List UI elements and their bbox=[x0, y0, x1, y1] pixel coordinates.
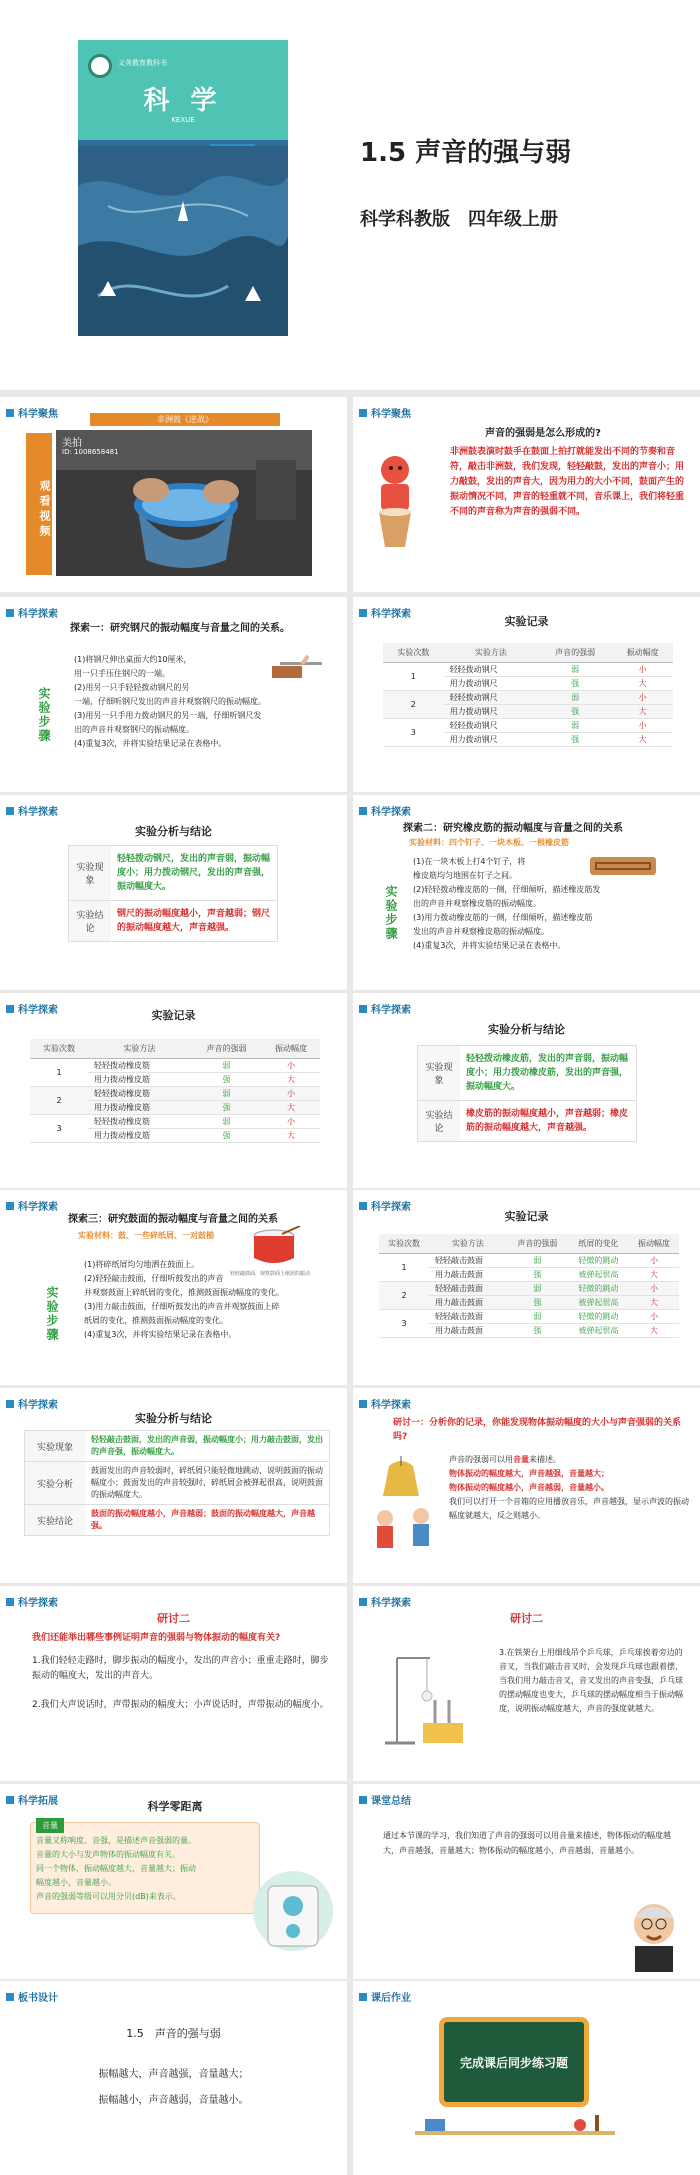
conclusion-table bbox=[68, 845, 278, 942]
conclusion-row: 实验结论 钢尺的振动幅度越小，声音越弱；钢尺的振动幅度越大，声音越强。 bbox=[69, 901, 277, 941]
speaker-illustration bbox=[248, 1866, 338, 1966]
header-text: 科学探索 bbox=[18, 1005, 58, 1016]
step-line: (3)用另一只手用力拨动钢尺的另一端，仔细听钢尺发 bbox=[74, 711, 262, 720]
slide-header bbox=[359, 1396, 411, 1411]
slide-header bbox=[359, 1989, 411, 2004]
conclusion-row: 实验结论 橡皮筋的振动幅度越小，声音越弱；橡皮筋的振动幅度越大，声音越强。 bbox=[418, 1101, 636, 1141]
drum-caption: 轻轻敲鼓面，观察鼓面上纸屑的振动 bbox=[230, 1271, 311, 1277]
slide-record-3 bbox=[353, 1190, 700, 1385]
table-row: 3 轻轻敲击鼓面 弱 轻微的跳动 小 bbox=[379, 1310, 679, 1324]
step-line: (1)将钢尺伸出桌面大约10厘米， bbox=[74, 655, 192, 664]
header-text: 科学聚焦 bbox=[371, 409, 411, 420]
materials: 实验材料：鼓、一些碎纸屑、一对鼓槌 bbox=[78, 1231, 214, 1240]
slide-header bbox=[359, 803, 411, 818]
board-title: 1.5 声音的强与弱 bbox=[126, 2027, 221, 2040]
header-marker bbox=[6, 409, 14, 417]
table-row: 3 轻轻拨动橡皮筋 弱 小 bbox=[30, 1115, 320, 1129]
side-label: 观看视频 bbox=[38, 480, 51, 540]
table-row: 用力拨动橡皮筋 强 大 bbox=[30, 1129, 320, 1143]
slide-header bbox=[6, 1594, 58, 1609]
slide-exploration-3 bbox=[0, 1190, 347, 1385]
table-row: 用力敲击鼓面 强 被弹起很高 大 bbox=[379, 1268, 679, 1282]
steps-label: 实验步骤 bbox=[37, 687, 51, 743]
exploration-steps: (1)将碎纸屑均匀地洒在鼓面上。 (2)轻轻敲击鼓面，仔细听鼓发出的声音 并观察鼓面上碎纸屑的变化，推测鼓面振动幅度的变化。 (3)用力敲击鼓面，仔细听鼓发出的声音并观察鼓面上碎 纸屑的变化，推测鼓面振动幅度的变化。 (4)重复3次，并将实验结果记录在表格中。 bbox=[84, 1260, 284, 1339]
header-marker bbox=[359, 1005, 367, 1013]
record-table bbox=[383, 643, 673, 747]
table-row: 用力拨动橡皮筋 强 大 bbox=[30, 1073, 320, 1087]
col-header: 实验次数 bbox=[383, 643, 444, 663]
slide-discussion-1 bbox=[353, 1388, 700, 1583]
drummer-illustration bbox=[367, 452, 423, 552]
exploration-steps: (1)在一块木板上打4个钉子，将 橡皮筋均匀地围在钉子之间。 (2)轻轻拨动橡皮筋的一侧，仔细倾听，描述橡皮筋发 出的声音并观察橡皮筋的振动幅度。 (3)用力拨动橡皮筋的一侧，仔细倾听，描述橡皮筋 发出的声音并观察橡皮筋的振动幅度。 (4)重复3次，并将实验结果记录在表格中。 bbox=[413, 857, 601, 950]
conclusion-row: 实验现象 轻轻敲击鼓面，发出的声音弱，振动幅度小；用力敲击鼓面，发出的声音强，振动幅度大。 bbox=[25, 1431, 329, 1462]
slide-header bbox=[6, 1989, 58, 2004]
materials: 实验材料：四个钉子、一块木板、一根橡皮筋 bbox=[409, 838, 569, 847]
bell-kids-illustration bbox=[367, 1456, 437, 1556]
edition-label: 科学科教版 四年级上册 bbox=[360, 209, 558, 230]
header-text: 科学探索 bbox=[18, 1598, 58, 1609]
board-line-2: 振幅越小，声音越弱，音量越小。 bbox=[98, 2095, 249, 2106]
header-text: 科学探索 bbox=[371, 807, 411, 818]
slide-header bbox=[359, 1594, 411, 1609]
slide-cover bbox=[0, 0, 700, 390]
book-cover bbox=[78, 40, 288, 336]
volume-info: 音量又称响度、音强，是描述声音强弱的量。 音量的大小与发声物体的振动幅度有关。 同一个物体，振动幅度越大，音量越大；振动 幅度越小，音量越小。 声音的强弱等级可以用分贝(dB)来表示。 bbox=[36, 1836, 196, 1901]
slide-title: 实验分析与结论 bbox=[135, 1412, 212, 1425]
slide-discussion-3 bbox=[353, 1586, 700, 1781]
chalkboard bbox=[439, 2017, 589, 2107]
header-marker bbox=[6, 1202, 14, 1210]
col-header: 振动幅度 bbox=[612, 643, 673, 663]
header-marker bbox=[359, 1598, 367, 1606]
table-row: 用力拨动钢尺 强 大 bbox=[383, 705, 673, 719]
header-marker bbox=[359, 807, 367, 815]
exploration-title: 探索二：研究橡皮筋的振动幅度与音量之间的关系 bbox=[403, 823, 623, 834]
header-marker bbox=[6, 1993, 14, 2001]
slide-header bbox=[6, 405, 58, 420]
professor-illustration bbox=[619, 1892, 689, 1972]
slide-title: 实验分析与结论 bbox=[135, 825, 212, 838]
table-row: 2 轻轻拨动钢尺 弱 小 bbox=[383, 691, 673, 705]
slide-title: 实验记录 bbox=[151, 1009, 196, 1022]
slide-header bbox=[6, 605, 58, 620]
slide-analysis-3 bbox=[0, 1388, 347, 1583]
header-text: 科学拓展 bbox=[18, 1796, 58, 1807]
slide-extension bbox=[0, 1784, 347, 1979]
table-row: 1 轻轻敲击鼓面 弱 轻微的跳动 小 bbox=[379, 1254, 679, 1268]
step-line: 用一只手压住钢尺的一端。 bbox=[74, 669, 170, 678]
step-line: 出的声音并观察钢尺的振动幅度。 bbox=[74, 725, 194, 734]
slide-header bbox=[359, 405, 411, 420]
slide-video bbox=[0, 397, 347, 592]
header-text: 课堂总结 bbox=[371, 1796, 411, 1807]
record-table: 实验次数 实验方法 声音的强弱 振动幅度 1 轻轻拨动橡皮筋 弱 小 用力拨动橡皮筋 强 大 2 轻轻拨动橡皮筋 弱 小 用力拨动橡皮筋 强 大 3 轻轻拨动橡皮筋 弱 小 用力拨动橡皮筋 强 大 bbox=[30, 1039, 320, 1143]
header-marker bbox=[359, 1400, 367, 1408]
book-series: 义务教育教科书 bbox=[118, 59, 167, 67]
tuning-fork-illustration bbox=[375, 1648, 475, 1748]
board-line-1: 振幅越大，声音越强，音量越大； bbox=[98, 2069, 249, 2080]
conclusion-table bbox=[417, 1045, 637, 1142]
video-id: ID: 1008658481 bbox=[62, 448, 119, 456]
slide-focus-question bbox=[353, 397, 700, 592]
conclusion-row: 实验现象 轻轻拨动钢尺，发出的声音弱，振动幅度小；用力拨动钢尺，发出的声音强，振动幅度大。 bbox=[69, 846, 277, 901]
table-row: 1 轻轻拨动橡皮筋 弱 小 bbox=[30, 1059, 320, 1073]
conclusion-row: 实验分析 鼓面发出的声音较弱时，碎纸屑只能轻微地跳动，说明鼓面的振动幅度小；鼓面发出的声音较强时，碎纸屑会被弹起很高，说明鼓面的振动幅度大。 bbox=[25, 1462, 329, 1505]
header-text: 科学探索 bbox=[371, 1005, 411, 1016]
table-row: 用力拨动钢尺 强 大 bbox=[383, 733, 673, 747]
header-text: 科学探索 bbox=[18, 1400, 58, 1411]
header-text: 科学探索 bbox=[371, 609, 411, 620]
conclusion-table bbox=[24, 1430, 330, 1536]
table-row: 3 轻轻拨动钢尺 弱 小 bbox=[383, 719, 673, 733]
col-header: 声音的强弱 bbox=[538, 643, 612, 663]
summary-body: 通过本节课的学习，我们知道了声音的强弱可以用音量来描述，物体振动的幅度越大，声音越强，音量越大；物体振动的幅度越小，声音越弱，音量越小。 bbox=[383, 1831, 671, 1855]
desk-objects-illustration bbox=[415, 2113, 615, 2143]
slide-title: 研讨二 bbox=[157, 1612, 190, 1625]
header-text: 科学探索 bbox=[371, 1400, 411, 1411]
video-player[interactable] bbox=[56, 430, 312, 576]
header-marker bbox=[6, 1400, 14, 1408]
slide-record-2 bbox=[0, 993, 347, 1188]
volume-tag: 音量 bbox=[36, 1818, 64, 1833]
focus-body: 非洲鼓表演时鼓手在鼓面上拍打就能发出不同的节奏和音符，敲击非洲鼓，我们发现，轻轻敲鼓，发出的声音小；用力敲鼓，发出的声音大，因为用力的大小不同，鼓面产生的振动情况不同，声音的轻重就不同，音乐课上，我们将轻重不同的声音称为声音的强弱不同。 bbox=[450, 447, 685, 517]
side-label-box bbox=[26, 433, 52, 575]
header-text: 科学探索 bbox=[371, 1598, 411, 1609]
exploration-steps bbox=[74, 653, 344, 751]
book-subtitle: KEXUE bbox=[171, 116, 195, 124]
header-marker bbox=[6, 1796, 14, 1804]
table-row: 1 轻轻拨动钢尺 弱 小 bbox=[383, 663, 673, 677]
slide-homework bbox=[353, 1981, 700, 2175]
slide-title: 实验记录 bbox=[504, 615, 549, 628]
header-marker bbox=[6, 609, 14, 617]
slide-exploration-2 bbox=[353, 795, 700, 990]
table-row: 用力拨动橡皮筋 强 大 bbox=[30, 1101, 320, 1115]
slide-title: 实验记录 bbox=[504, 1210, 549, 1223]
steps-label: 实验步骤 bbox=[45, 1286, 59, 1342]
table-row: 用力拨动钢尺 强 大 bbox=[383, 677, 673, 691]
slide-header bbox=[6, 1198, 58, 1213]
slide-summary bbox=[353, 1784, 700, 1979]
slide-title: 声音的强弱是怎么形成的? bbox=[485, 428, 601, 439]
slide-discussion-2 bbox=[0, 1586, 347, 1781]
slide-analysis-2 bbox=[353, 993, 700, 1188]
slide-header bbox=[6, 803, 58, 818]
header-text: 科学聚焦 bbox=[18, 409, 58, 420]
discussion-body: 声音的强弱可以用音量来描述。 物体振动的幅度越大，声音越强，音量越大； 物体振动的幅度越小，声音越弱，音量越小。 我们可以打开一个音箱的应用播放音乐，声音越强，显示声波的振动幅度就越大，反之则越小。 bbox=[449, 1455, 689, 1520]
header-marker bbox=[6, 807, 14, 815]
exploration-title: 探索一：研究钢尺的振动幅度与音量之间的关系。 bbox=[70, 623, 290, 634]
book-logo bbox=[88, 54, 112, 78]
header-text: 科学探索 bbox=[18, 1202, 58, 1213]
table-row: 2 轻轻拨动橡皮筋 弱 小 bbox=[30, 1087, 320, 1101]
header-text: 课后作业 bbox=[371, 1993, 411, 2004]
header-text: 板书设计 bbox=[18, 1993, 58, 2004]
step-line: (4)重复3次，并将实验结果记录在表格中。 bbox=[74, 739, 227, 748]
col-header: 实验方法 bbox=[444, 643, 538, 663]
slide-title: 实验分析与结论 bbox=[488, 1023, 565, 1036]
conclusion-row: 实验现象 轻轻拨动橡皮筋，发出的声音弱，振动幅度小；用力拨动橡皮筋，发出的声音强，振动幅度大。 bbox=[418, 1046, 636, 1101]
homework-text: 完成课后同步练习题 bbox=[459, 2055, 568, 2070]
step-line: 一端，仔细听钢尺发出的声音并观察钢尺的振动幅度。 bbox=[74, 697, 266, 706]
header-text: 科学探索 bbox=[18, 609, 58, 620]
header-marker bbox=[6, 1598, 14, 1606]
slide-header bbox=[6, 1792, 58, 1807]
slide-analysis-1 bbox=[0, 795, 347, 990]
slide-header bbox=[359, 1792, 411, 1807]
table-row: 用力敲击鼓面 强 被弹起很高 大 bbox=[379, 1296, 679, 1310]
slide-title: 研讨二 bbox=[510, 1612, 543, 1625]
discussion-question: 研讨一：分析你的记录，你能发现物体振动幅度的大小与声音强弱的关系吗? bbox=[393, 1418, 682, 1442]
exploration-title: 探索三：研究鼓面的振动幅度与音量之间的关系 bbox=[68, 1214, 278, 1225]
discussion-answer-2: 2.我们大声说话时，声带振动的幅度大；小声说话时，声带振动的幅度小。 bbox=[32, 1700, 329, 1710]
book-cover-art bbox=[78, 146, 288, 336]
slide-header bbox=[6, 1396, 58, 1411]
video-watermark: 美拍 bbox=[62, 438, 82, 449]
slide-header bbox=[359, 1001, 411, 1016]
conclusion-row: 实验结论 鼓面的振动幅度越小，声音越弱；鼓面的振动幅度越大，声音越强。 bbox=[25, 1505, 329, 1535]
header-text: 科学探索 bbox=[371, 1202, 411, 1213]
header-marker bbox=[359, 409, 367, 417]
discussion-question: 我们还能举出哪些事例证明声音的强弱与物体振动的幅度有关? bbox=[32, 1633, 281, 1643]
slide-board-design bbox=[0, 1981, 347, 2175]
header-marker bbox=[359, 1796, 367, 1804]
book-title: 科 学 bbox=[143, 86, 223, 116]
lesson-title: 1.5 声音的强与弱 bbox=[360, 138, 572, 168]
table-row: 用力敲击鼓面 强 被弹起很高 大 bbox=[379, 1324, 679, 1338]
header-marker bbox=[359, 1993, 367, 2001]
slide-record-1 bbox=[353, 597, 700, 792]
video-title-bar: 非洲鼓《逆战》 bbox=[90, 413, 280, 426]
discussion-answer-1: 1.我们轻轻走路时，脚步振动的幅度小，发出的声音小；重重走路时，脚步振动的幅度大，发出的声音大。 bbox=[32, 1656, 329, 1681]
record-table: 实验次数 实验方法 声音的强弱 纸屑的变化 振动幅度 1 轻轻敲击鼓面 弱 轻微的跳动 小 用力敲击鼓面 强 被弹起很高 大 2 轻轻敲击鼓面 弱 轻微的跳动 小 用力敲击鼓面 强 被弹起很高 大 3 轻轻敲击鼓面 弱 轻微的跳动 小 用力敲击鼓面 强 被弹起很高 大 bbox=[379, 1234, 679, 1338]
discussion-answer-3: 3.在铁架台上用细线吊个乒乓球，乒乓球挨着旁边的音叉，当我们敲击音叉时，会发现乒乓球也跟着摆，当我们用力敲击音叉，音叉发出的声音变强，乒乓球的摆动幅度也变大，乒乓球的摆动幅度相当于振动幅度，说明振动幅度越大，声音的强度就越大。 bbox=[499, 1648, 683, 1713]
steps-label: 实验步骤 bbox=[384, 885, 398, 941]
step-line: (2)用另一只手轻轻拨动钢尺的另 bbox=[74, 683, 190, 692]
slide-title: 科学零距离 bbox=[147, 1800, 203, 1813]
table-row: 2 轻轻敲击鼓面 弱 轻微的跳动 小 bbox=[379, 1282, 679, 1296]
slide-exploration-1 bbox=[0, 597, 347, 792]
header-text: 科学探索 bbox=[18, 807, 58, 818]
